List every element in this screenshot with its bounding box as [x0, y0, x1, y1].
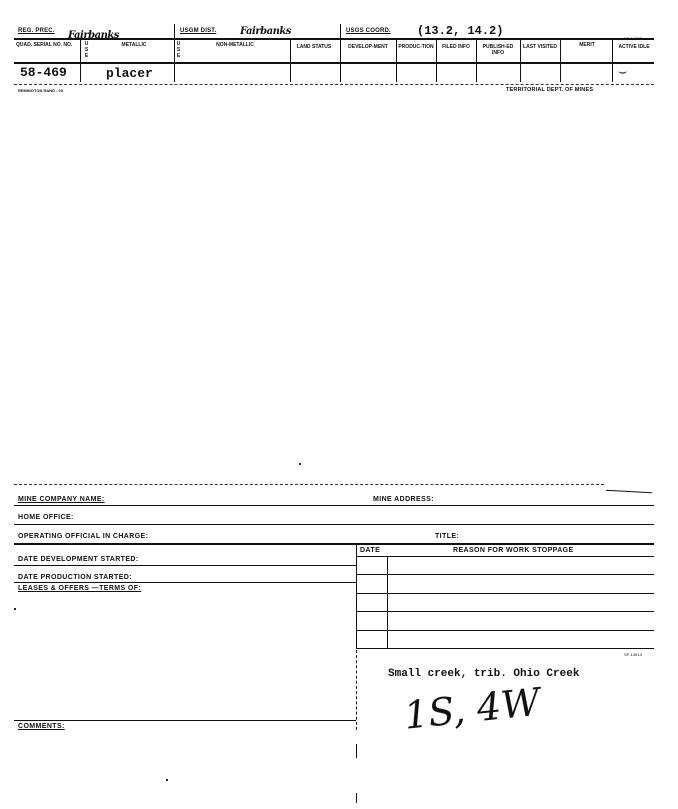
top-form-number: SP-14613: [624, 36, 642, 41]
stoppage-reason-header: REASON FOR WORK STOPPAGE: [453, 547, 574, 554]
column-header-rule: [14, 62, 654, 64]
date-development-label: DATE DEVELOPMENT STARTED:: [18, 556, 139, 563]
serial-no-value: 58-469: [20, 65, 67, 80]
col-non-metallic: NON-METALLIC: [216, 42, 254, 48]
table-divider: [356, 543, 357, 649]
col-use-1: U S E: [84, 41, 89, 59]
col-development: DEVELOP-MENT: [348, 44, 388, 50]
usgs-coord-value: (13.2, 14.2): [417, 24, 504, 38]
stray-dot: [166, 779, 168, 781]
bottom-card-top-rule: [14, 484, 604, 485]
home-office-label: HOME OFFICE:: [18, 514, 74, 521]
date-production-label: DATE PRODUCTION STARTED:: [18, 574, 132, 581]
col-active-idle: ACTIVE IDLE: [618, 44, 650, 50]
bottom-form-number: SP-14614: [624, 652, 642, 657]
table-divider: [387, 556, 388, 649]
col-last-visited: LAST VISITED: [523, 44, 557, 50]
top-footer-left: REMINGTON RAND - 20: [18, 88, 64, 93]
table-row-rule: [356, 611, 654, 612]
col-filed-info: FILED INFO: [442, 44, 470, 50]
reg-prec-label: REG. PREC.: [18, 28, 55, 34]
table-row-rule: [356, 574, 654, 575]
table-rule: [356, 556, 654, 557]
comments-label: COMMENTS:: [18, 723, 65, 730]
location-note: Small creek, trib. Ohio Creek: [388, 668, 580, 680]
top-footer-right: TERRITORIAL DEPT. OF MINES: [506, 87, 594, 93]
col-published-info: PUBLISH-ED INFO: [482, 44, 514, 56]
field-rule: [14, 565, 356, 566]
stray-mark: [356, 793, 357, 803]
divider: [290, 38, 291, 82]
handwritten-township-note: 1S, 4W: [402, 679, 543, 738]
mine-address-label: MINE ADDRESS:: [373, 496, 434, 503]
divider: [560, 38, 561, 82]
stray-dot: [299, 463, 301, 465]
usgm-dist-label: USGM DIST.: [180, 28, 217, 34]
operating-official-label: OPERATING OFFICIAL IN CHARGE:: [18, 533, 149, 540]
title-label: TITLE:: [435, 533, 460, 540]
divider: [174, 24, 175, 82]
col-production: PRODUC-TION: [398, 44, 434, 50]
divider: [80, 38, 81, 82]
col-merit: MERIT: [579, 42, 595, 48]
card-edge-stroke: [606, 490, 652, 493]
divider: [396, 38, 397, 82]
col-land-status: LAND STATUS: [296, 44, 332, 50]
leases-offers-label: LEASES & OFFERS —TERMS OF:: [18, 585, 142, 592]
header-rule: [14, 38, 654, 40]
col-metallic: METALLIC: [121, 42, 147, 48]
field-rule: [14, 720, 356, 721]
divider: [436, 38, 437, 82]
field-rule: [14, 505, 654, 506]
stray-dot: [14, 608, 16, 610]
table-row-rule: [356, 648, 654, 649]
metallic-value: placer: [106, 66, 153, 81]
col-use-2: U S E: [176, 41, 181, 59]
reg-prec-value: Fairbanks: [68, 30, 119, 41]
field-rule: [14, 524, 654, 525]
divider: [356, 650, 357, 730]
idle-check-mark: ⌣: [618, 63, 628, 79]
field-rule: [14, 543, 654, 545]
top-card-bottom-rule: [14, 84, 654, 85]
stray-mark: [356, 744, 357, 758]
col-quad-serial: QUAD. SERIAL NO. NO.: [16, 42, 73, 48]
divider: [340, 24, 341, 82]
table-row-rule: [356, 593, 654, 594]
divider: [612, 38, 613, 82]
usgm-dist-value: Fairbanks: [240, 26, 291, 37]
mine-company-name-label: MINE COMPANY NAME:: [18, 496, 105, 503]
table-row-rule: [356, 630, 654, 631]
usgs-coord-label: USGS COORD.: [346, 28, 391, 34]
divider: [520, 38, 521, 82]
divider: [476, 38, 477, 82]
field-rule: [14, 582, 356, 583]
stoppage-date-header: DATE: [360, 547, 381, 554]
